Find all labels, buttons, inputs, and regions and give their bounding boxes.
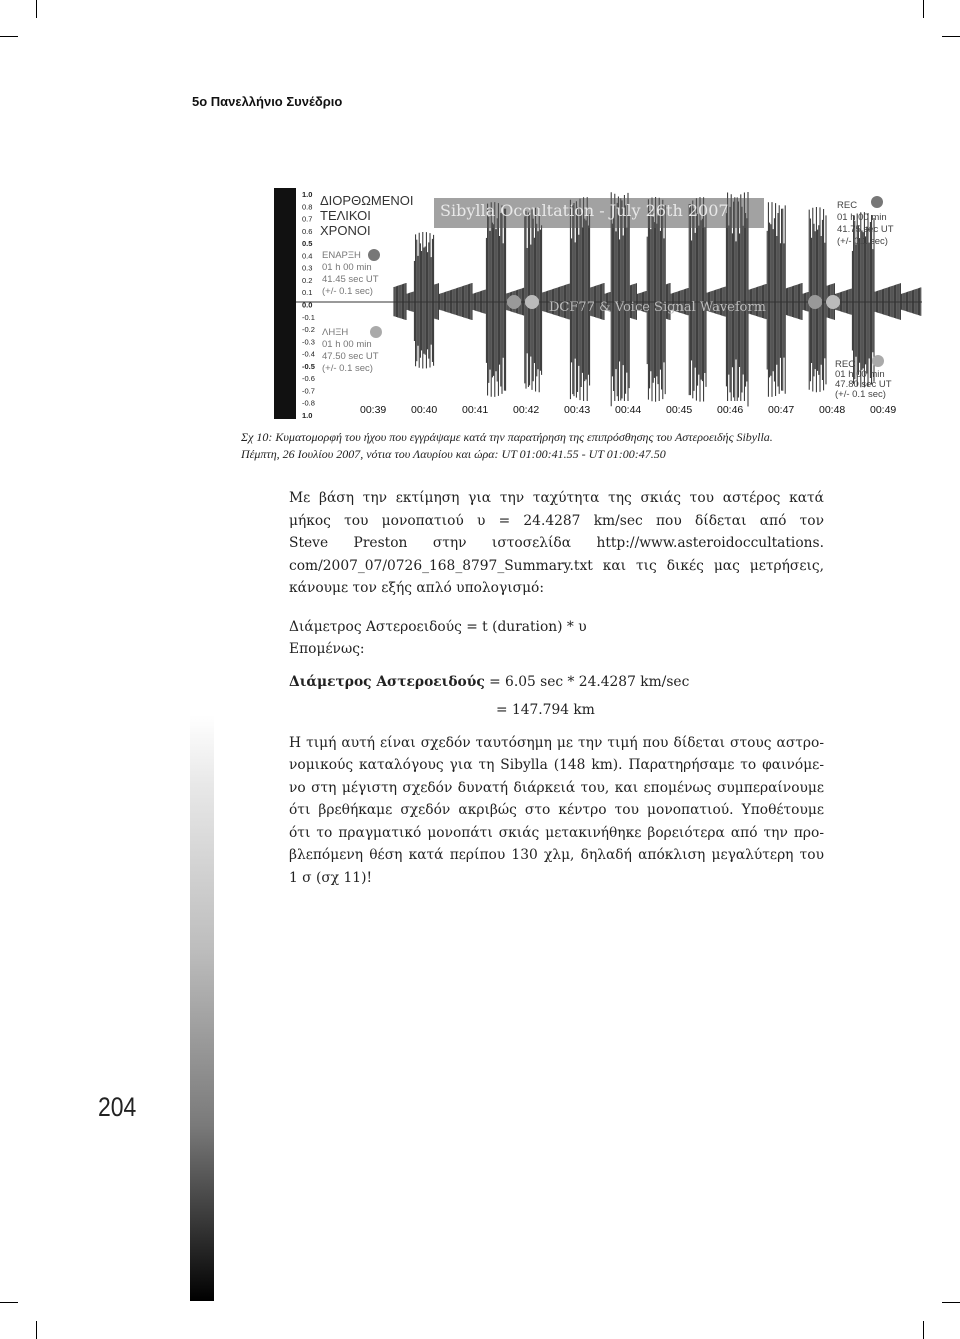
y-tick-label: 0.0 (302, 300, 313, 310)
y-tick-label: 0.5 (302, 239, 313, 249)
start-time-2: 41.45 sec UT (322, 274, 379, 285)
time-tick-label: 00:40 (411, 404, 438, 416)
corrected-label-3: ΧΡΟΝΟΙ (320, 223, 371, 238)
paragraph-2 (289, 732, 824, 890)
text-line: Steve Preston στην ιστοσελίδα http://www.asteroidoccultations. (289, 535, 824, 551)
text-line: 1 σ (σχ 11)! (289, 869, 372, 886)
figure-caption (241, 429, 801, 463)
y-tick-label: 0.6 (302, 226, 313, 236)
formula (289, 616, 824, 661)
rec-top-3: (+/- 0.1 sec) (837, 236, 888, 247)
paragraph-1 (289, 487, 824, 600)
y-tick-label: -0.5 (302, 361, 315, 371)
waveform-svg (274, 188, 922, 419)
text-line: ότι το πραγματικό μονοπάτι σκιάς μετακινήθηκε βορειότερα από την προ- (289, 824, 824, 841)
crop-mark (36, 1321, 37, 1339)
result-label: Διάμετρος Αστεροειδούς (289, 673, 485, 690)
corrected-label-2: ΤΕΛΙΚΟΙ (320, 208, 371, 223)
text-line: Με βάση την εκτίμηση για την ταχύτητα της σκιάς του αστέρος κατά (289, 490, 824, 506)
text-line: κάνουμε τον εξής απλό υπολογισμό: (289, 580, 544, 596)
y-tick-label: -0.4 (302, 349, 315, 359)
y-tick-label: 1.0 (302, 190, 313, 199)
therefore-text: Επομένως: (289, 641, 365, 657)
start-time-3: (+/- 0.1 sec) (322, 286, 373, 297)
end-label: ΛΗΞΗ (322, 327, 349, 338)
corrected-label-1: ΔΙΟΡΘΩΜΕΝΟΙ (320, 193, 414, 208)
rec-top-1: 01 h 00 min (837, 212, 887, 223)
time-tick-label: 00:48 (819, 404, 846, 416)
time-tick-label: 00:43 (564, 404, 591, 416)
rec-bottom-label: REC (835, 359, 856, 370)
time-tick-label: 00:44 (615, 404, 642, 416)
time-tick-label: 00:46 (717, 404, 744, 416)
crop-mark (36, 0, 37, 18)
y-tick-label: 1.0 (302, 411, 313, 419)
text-line: νομικούς καταλόγους για τη Sibylla (148 km). Παρατηρήσαμε το φαινόμε- (289, 757, 824, 773)
result-expression: = 6.05 sec * 24.4287 km/sec (484, 673, 690, 690)
result-line (289, 671, 824, 694)
text-line: ότι βρεθήκαμε σχεδόν ακριβώς στο κέντρο του μονοπατιού. Υποθέτουμε (289, 802, 824, 818)
end-time-2: 47.50 sec UT (322, 351, 379, 362)
page-number: 204 (98, 1092, 137, 1122)
waveform-label: DCF77 & Voice Signal Waveform (549, 300, 767, 315)
y-tick-label: -0.3 (302, 337, 315, 347)
time-tick-label: 00:39 (360, 404, 387, 416)
rec-top-label: REC (837, 200, 858, 211)
y-tick-label: -0.1 (302, 312, 315, 322)
text-line: μήκος του μονοπατιού υ = 24.4287 km/sec που δίδεται από τον (289, 512, 824, 529)
crop-mark (923, 1321, 924, 1339)
y-tick-label: -0.7 (302, 386, 315, 396)
rec-bottom-3: (+/- 0.1 sec) (835, 389, 886, 400)
article-body (289, 487, 824, 889)
formula-text: Διάμετρος Αστεροειδούς = t (duration) * υ (289, 618, 587, 635)
time-tick-label: 00:41 (462, 404, 489, 416)
crop-mark (942, 36, 960, 37)
y-tick-label: 0.7 (302, 214, 313, 224)
result-value: = 147.794 km (496, 702, 595, 718)
y-tick-label: 0.2 (302, 275, 313, 285)
waveform-figure (274, 188, 922, 419)
side-gradient-bar (190, 715, 214, 1301)
end-time-1: 01 h 00 min (322, 339, 372, 350)
running-header: 5ο Πανελλήνιο Συνέδριο (192, 94, 343, 109)
start-time-1: 01 h 00 min (322, 262, 372, 273)
text-line: com/2007_07/0726_168_8797_Summary.txt και τις δικές μας μετρήσεις, (289, 557, 824, 574)
y-tick-label: 0.4 (302, 251, 313, 261)
y-tick-label: 0.8 (302, 202, 313, 212)
start-label: ΕΝΑΡΞΗ (322, 250, 361, 261)
text-line: Η τιμή αυτή είναι σχεδόν ταυτόσημη με την τιμή που δίδεται στους αστρο- (289, 734, 824, 751)
y-tick-label: -0.8 (302, 398, 315, 408)
time-tick-label: 00:49 (870, 404, 897, 416)
time-axis-labels (358, 401, 898, 416)
crop-mark (923, 0, 924, 18)
time-tick-label: 00:45 (666, 404, 693, 416)
banner-title: Sibylla Occultation - July 26th 2007 (440, 201, 729, 220)
rec-top-2: 41.75 sec UT (837, 224, 894, 235)
end-time-3: (+/- 0.1 sec) (322, 363, 373, 374)
y-tick-label: 0.1 (302, 288, 313, 298)
text-line: νο στη μέγιστη σχεδόν δυνατή διάρκειά του, και επομένως συμπεραίνουμε (289, 779, 824, 796)
y-tick-label: 0.3 (302, 263, 313, 273)
time-tick-label: 00:42 (513, 404, 540, 416)
y-tick-label: -0.6 (302, 374, 315, 384)
caption-line: Σχ 10: Κυματομορφή του ήχου που εγγράψαμε κατά την παρατήρηση της επιπρόσθησης του Αστεροειδής Sibylla. (241, 430, 773, 444)
text-line: βλεπόμενη θέση κατά περίπου 130 χλμ, δηλαδή απόκλιση μεγαλύτερη του (289, 847, 824, 863)
crop-mark (0, 1302, 18, 1303)
y-tick-label: -0.2 (302, 325, 315, 335)
rec-bottom-2: 47.80 sec UT (835, 379, 892, 390)
time-tick-label: 00:47 (768, 404, 795, 416)
caption-line: Πέμπτη, 26 Ιουλίου 2007, νότια του Λαυρίου και ώρα: UT 01:00:41.55 - UT 01:00:47.50 (241, 447, 666, 461)
crop-mark (942, 1302, 960, 1303)
rec-bottom-1: 01 h 00 min (835, 369, 885, 380)
crop-mark (0, 36, 18, 37)
